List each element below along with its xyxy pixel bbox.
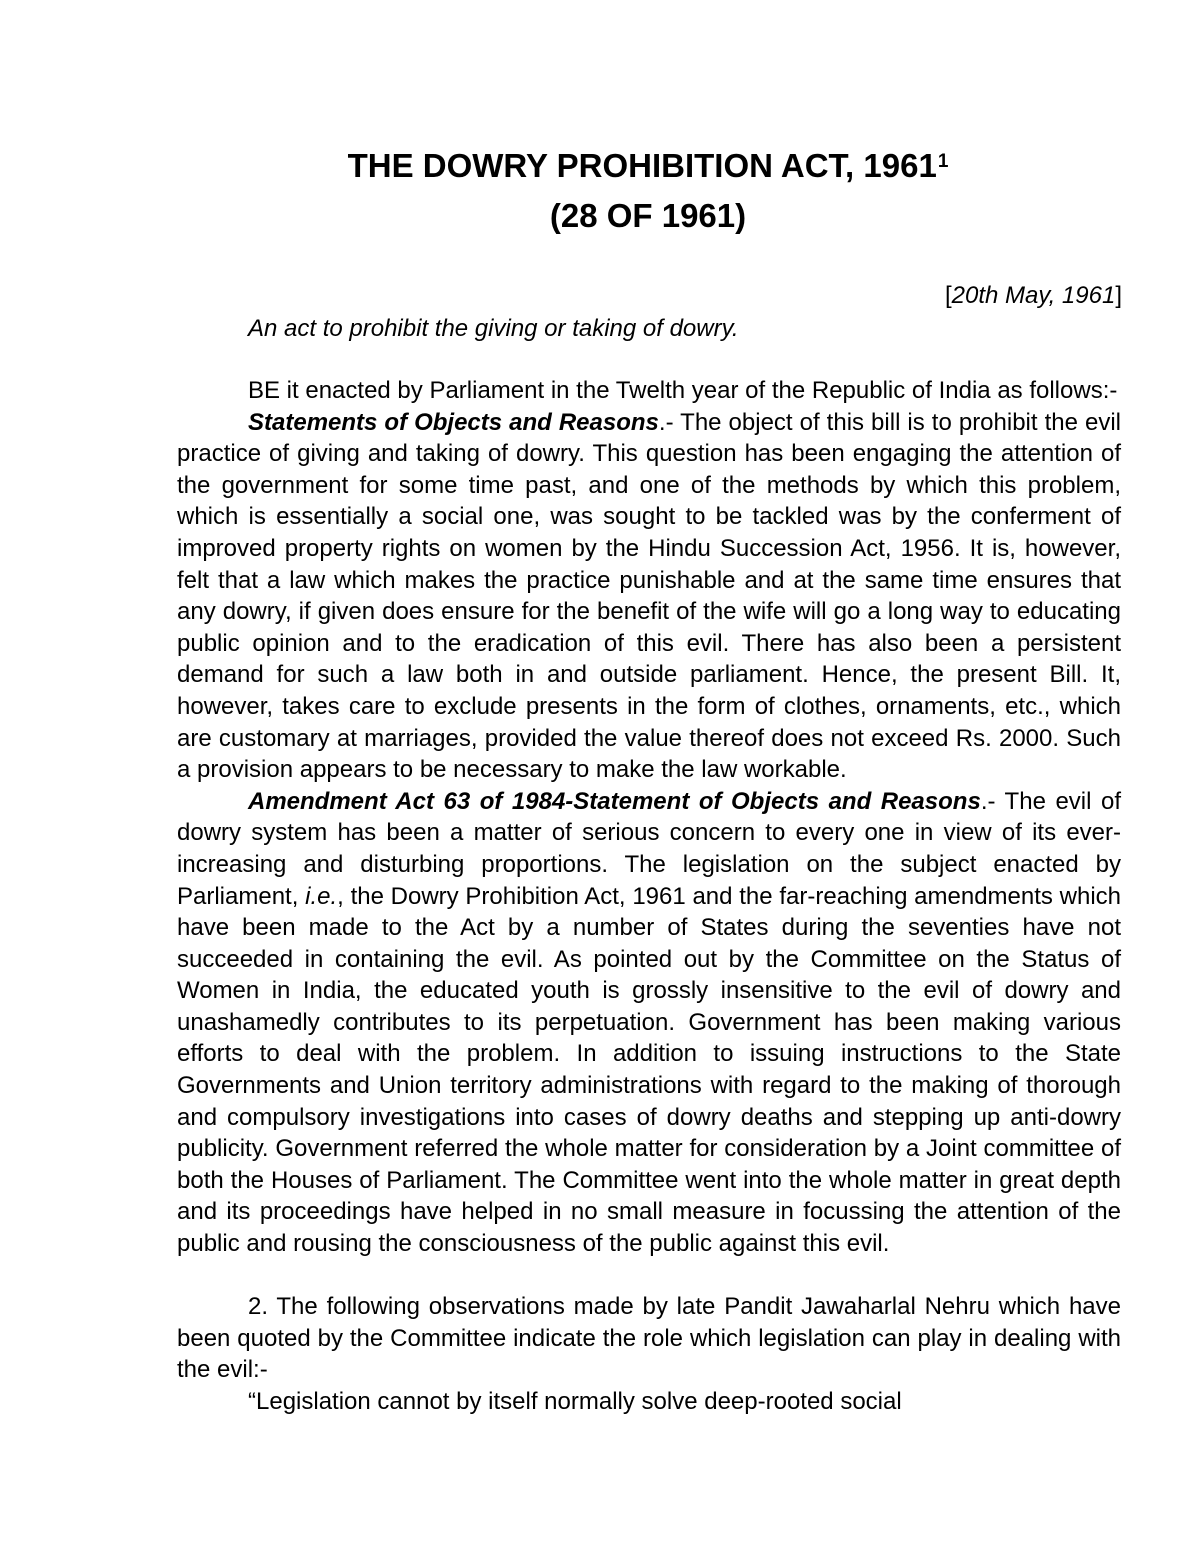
date-text: 20th May, 1961 — [951, 282, 1116, 309]
statement-text: .- The object of this bill is to prohibit the evil practice of giving and taking of dowry. This question has been engaging the attention of the government for some time past, and one of the methods by which this problem, which is essentially a social one, was sought to be tackled was by the conferment of improved property rights on women by the Hindu Succession Act, 1956. It is, however, felt that a law which makes the practice punishable and at the same time ensures that any dowry, if given does ensure for the benefit of the wife will go a long way to educating public opinion and to the eradication of this evil. There has also been a persistent demand for such a law both in and outside parliament. Hence, the present Bill. It, however, takes care to exclude presents in the form of clothes, ornaments, etc., which are customary at marriages, provided the value thereof does not exceed Rs. 2000. Such a provision appears to be necessary to make the law workable. — [177, 408, 1121, 784]
paragraph-2: 2. The following observations made by late Pandit Jawaharlal Nehru which have been quoted by the Committee indicate the role which legislation can play in dealing with the evil:- — [177, 1293, 1121, 1384]
amendment-text-b: , the Dowry Prohibition Act, 1961 and the far-reaching amendments which have been made to the Act by a number of States during the seventies have not succeeded in containing the evil. As pointed out by the Committee on the Status of Women in India, the educated youth is grossly insensitive to the evil of dowry and unashamedly contributes to its perpetuation. Government has been making various efforts to deal with the problem. In addition to issuing instructions to the State Governments and Union territory administrations with regard to the making of thorough and compulsory investigations into cases of dowry deaths and stepping up anti-dowry publicity. Government referred the whole matter for consideration by a Joint committee of both the Houses of Parliament. The Committee went into the whole matter in great depth and its proceedings have helped in no small measure in focussing the attention of the public and rousing the consciousness of the public against this evil. — [177, 882, 1122, 1258]
enactment-date — [945, 280, 1122, 312]
statement-heading: Statements of Objects and Reasons — [248, 408, 659, 436]
act-title-text: THE DOWRY PROHIBITION ACT, 1961 — [347, 147, 937, 184]
amendment-statement-paragraph — [177, 786, 1121, 1260]
footnote-marker[interactable]: 1 — [937, 151, 949, 172]
statement-of-objects-paragraph — [177, 407, 1121, 786]
long-title: An act to prohibit the giving or taking of dowry. — [248, 315, 739, 342]
enacting-formula: BE it enacted by Parliament in the Twelth year of the Republic of India as follows:- — [248, 377, 1118, 404]
act-number: (28 OF 1961) — [549, 197, 747, 234]
date-close-bracket: ] — [1115, 282, 1122, 309]
quote-start: “Legislation cannot by itself normally solve deep-rooted social — [248, 1388, 902, 1415]
act-title — [0, 146, 1200, 186]
date-open-bracket: [ — [944, 282, 952, 309]
document-body — [177, 375, 1121, 1418]
amendment-text-a: .- The evil of dowry system has been a matter of serious concern to every one in view of its ever-increasing and disturbing proportions. The legislation on the subject enacted by Parliament, — [177, 787, 1121, 910]
amendment-ie: i.e. — [305, 882, 338, 910]
amendment-heading: Amendment Act 63 of 1984-Statement of Objects and Reasons — [248, 787, 981, 815]
